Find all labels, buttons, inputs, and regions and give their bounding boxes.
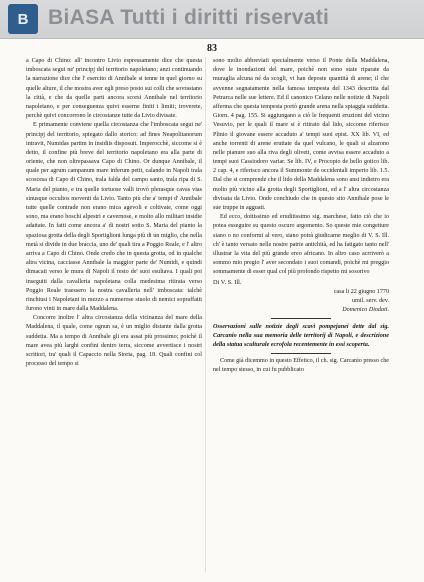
watermark-text: BiASA Tutti i diritti riservati [48, 6, 330, 29]
paragraph: E primamente conviene quella circostanza che l'imboscata segui ne' principj del territorio, spiegato dallo storico: ad fines Neapolitanorum intravit, Numidas partim in insidiis disposuit. Imperocchè, siccome si è detto, il confine più breve del territorio napoletano era alla parte di oriente, che non oltrepassava Capo di Chino. Or dunque Annibale, il quale per agrum campanum mare inferum petit, calando in Napoli trala scoscesa di Capo di Chino, trala falda del campo santo, trala ripa di S. Maria del pianto, e tra quelle tortuose valli trovò plerasque cavas vias sinusque occultos moventi da Livio. Tanto più che a' tempi d' Annibale tutte quelle contrade non erano mica agevoli e coltivate, come oggi sono, ma erano boschi alpestri e cavernose, e molto allo militari insidie adattate. In fatti come ancora a' di nostri sotto S. Maria del pianto la spaziosa grotta della degli Sportiglioni lunga più di un miglio, che nella metà si divide in due braccia, uno de' quali tira a Poggio Reale, e l' altro arriva a Capo di Chino. Onde credo che in questa grotta, od in qualche altra vicina, cacciasse Annibale la maggior parte de' Numidi, e quindi dimacati verso le mura di Napoli il resto de' suoi esultava. I quali poi inseguiti dalla cavalleria napoletana colla medesima ritirata verso Poggio Reale traessero la nostra cavalleria nell' imboscata: talchè rinchiusi i Napoletani in mezzo a numerose stuolo di nemici sopraffatti furono vinti in mare dalla Maddalena. [26, 122, 202, 313]
biasa-logo-icon: B [8, 4, 38, 34]
paragraph: Concorre inoltre l' altra circostanza della vicinanza del mare della Maddalena, il quale, come ognun sa, è un miglio distante dalla grotta suddetta. Ma a tempo di Annibale gli era assai più prossimo; poichè il mare avea più larghi confini dentro terra, siccome avvertisce i nostri scrittori, tra' quali il Capaccio nella Storia, pag. 18. Quali confini col processo del tempo si [26, 315, 202, 368]
servant-line: umil. serv. dev. [352, 297, 389, 304]
letter-date: casa li 22 giugno 1770 [333, 288, 389, 295]
watermark-banner [0, 0, 424, 39]
signoff [213, 278, 389, 288]
addressee: Di V. S. Ill. [213, 278, 242, 286]
paragraph: Ed ecco, dottissimo ed eruditissimo sig. marchese, fatto ciò che io potea esseguire su questo oscuro argomento. So queste mie congetture siano o no conformi al vero, siano potrà giudicarne meglio di V. S. Ill. ch' è tanto versato nelle nostre patrie antichità, ed ha fatigato tanto nell' illustrar la vita del più grande ereo africano. In altro caso acrriverò a sommo mio pregio l' aver secondato i suoi comandi, poichè mi preggio sommamente di esser qual col più profondo rispetto mi sosorivo [213, 214, 389, 276]
paragraph: a Capo di Chino: all' incontro Livio espressamente dice che questa imboscata segui ne' principj del territorio napoletano; anzi continuando la narrazione dice che l' esercito di Annibale si tenne in quel giorno su quelle alture, il che mostra aver egli preso posto sui colli che sovrastano la città, e che da quelle parti ancora scorsi Annibale nel territorio napoletano, e per conseguenza quivi esserne finiti i limiti; troverete, perchè quivi concorrono le circostanze tutte da Livio divisate. [26, 58, 202, 120]
paragraph: sono molto abbreviati specialmente verso il Ponte della Maddalena, dove le inondazioni del mare, poichè non sono state riparate da muraglia alcuna né da scogli, vi han deposte quantità di arene; il che avvenne segnatamente nella famosa tempesta del 1343 descritta dal Petrarca nelle sue lettere. Ed il canonico Celano nelle notizie di Napoli afferma che questa tempesta portò grande arena nella spiaggia suddetta. Giorn. 4 pag. 155. Si aggiungano a ciò le frequenti eruzioni del vicino Vesuvio, per le quali il mare si è ritirato dal lido, siccome riferisce Plinio il giovane essere accaduto a' tempi suoi epist. XX lib. VI, ed anche torrenti di arene eruttate da quel vulcano, le quali si alzarono nelle pianure suo alla riva degli oliveti, come avvisa essere accaduto a tempi suoi Cassiodoro variar. Se lib. IV, e Procopio de bello gotico lib. 2 cap. 4, e riferisco ancora il Summonte de occidentali imperio lib. 1.5. Dal che si comprende che il lido della Maddalena sono ansi indietro era molto più vicino alla grotta degli Sportiglioni, ed a l' altra circostanza divisata da Livio. Onde conchiudo che in questo sito Annibale pose le sue truppe in agguati. [213, 58, 389, 211]
column-gutter [205, 57, 206, 572]
left-column [26, 57, 202, 572]
divider [271, 353, 331, 354]
author-signature: Domenico Diodati. [342, 306, 389, 313]
right-column [213, 57, 389, 572]
section-title: Osservazioni sulle notizie degli scavi pompejanei dette dal sig. Carcanio nella sua memoria delle territorij di Napoli, e descrizione della statua sculturale ecrofola recentemente in essi scoperta. [213, 323, 389, 349]
page-number: 83 [207, 43, 217, 54]
divider [271, 318, 331, 319]
paragraph: Come già dicemmo in questo Effetico, il ch. sig. Carcanio presso che nel tempo stesso, in cui fu pubblicato [213, 357, 389, 373]
